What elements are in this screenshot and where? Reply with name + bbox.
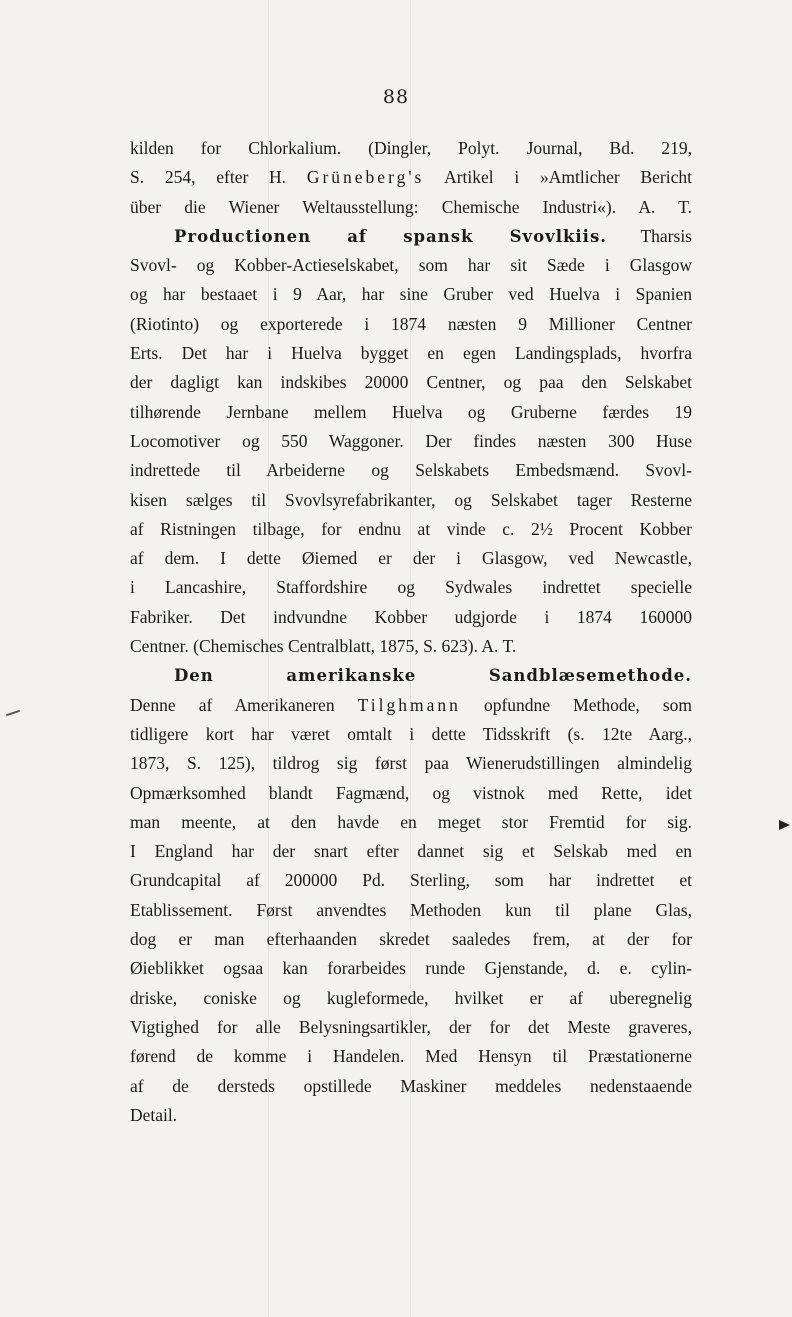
text-line	[130, 749, 692, 778]
text-line	[130, 661, 692, 690]
text-span: Svovl- og Kobber-Actieselskabet, som har sit Sæde i Glasgow	[130, 255, 692, 276]
text-span: Denne af Amerikaneren	[130, 694, 358, 715]
text-span: af dem. I dette Øiemed er der i Glasgow, ved Newcastle,	[130, 548, 692, 569]
text-span: tidligere kort har været omtalt i dette Tidsskrift (s. 12te Aarg.,	[130, 723, 692, 744]
text-line	[130, 573, 692, 602]
text-span: kilden for Chlorkalium. (Dingler, Polyt. Journal, Bd. 219,	[130, 138, 692, 158]
text-line	[130, 251, 692, 280]
text-span: Artikel i »Amtlicher Bericht	[424, 167, 692, 188]
text-line	[130, 456, 692, 485]
text-span: opfundne Methode, som	[460, 694, 692, 715]
text-span: indrettede til Arbeiderne og Selskabets Embedsmænd. Svovl-	[130, 460, 692, 481]
text-line	[130, 134, 692, 163]
text-line	[130, 339, 692, 368]
text-span: Grüneberg's	[306, 167, 425, 188]
text-line	[130, 427, 692, 456]
margin-mark-left	[6, 710, 20, 716]
margin-pointer-icon	[779, 820, 790, 830]
text-line	[130, 720, 692, 749]
text-span: af Ristningen tilbage, for endnu at vinde c. 2½ Procent Kobber	[130, 518, 692, 539]
text-line	[130, 193, 692, 222]
text-span: I England har der snart efter dannet sig et Selskab med en	[130, 841, 692, 862]
text-span: og har bestaaet i 9 Aar, har sine Gruber ved Huelva i Spanien	[130, 284, 692, 305]
text-span: i Lancashire, Staffordshire og Sydwales indrettet specielle	[130, 577, 692, 598]
text-line	[130, 984, 692, 1013]
text-span: Grundcapital af 200000 Pd. Sterling, som har indrettet et	[130, 870, 692, 891]
text-line	[130, 368, 692, 397]
text-line	[130, 954, 692, 983]
text-line	[130, 837, 692, 866]
text-line	[130, 280, 692, 309]
text-span: Centner. (Chemisches Centralblatt, 1875, S. 623). A. T.	[130, 636, 517, 657]
text-span: kisen sælges til Svovlsyrefabrikanter, og Selskabet tager Resterne	[130, 489, 692, 510]
text-span: Vigtighed for alle Belysningsartikler, der for det Meste graveres,	[130, 1016, 692, 1037]
page-number: 88	[382, 86, 410, 108]
text-line	[130, 1072, 692, 1101]
text-span: Erts. Det har i Huelva bygget en egen Landingsplads, hvorfra	[130, 343, 692, 364]
text-span: S. 254, efter H.	[130, 167, 307, 188]
text-line	[130, 896, 692, 925]
text-line	[130, 866, 692, 895]
text-line	[130, 925, 692, 954]
text-span: Øieblikket ogsaa kan forarbeides runde Gjenstande, d. e. cylin-	[130, 958, 692, 979]
text-span: Etablissement. Først anvendtes Methoden kun til plane Glas,	[130, 899, 692, 920]
text-span: Locomotiver og 550 Waggoner. Der findes næsten 300 Huse	[130, 430, 692, 451]
text-line	[130, 1101, 692, 1130]
text-line	[130, 691, 692, 720]
text-span: Fabriker. Det indvundne Kobber udgjorde i 1874 160000	[130, 606, 692, 627]
text-span: man meente, at den havde en meget stor Fremtid for sig.	[130, 811, 692, 832]
text-span: driske, coniske og kugleformede, hvilket er af uberegnelig	[130, 987, 692, 1008]
text-span: der dagligt kan indskibes 20000 Centner, og paa den Selskabet	[130, 372, 692, 393]
text-line	[130, 632, 692, 661]
text-line	[130, 222, 692, 251]
text-line	[130, 515, 692, 544]
text-line	[130, 808, 692, 837]
section-heading: Den amerikanske Sandblæsemethode.	[174, 666, 692, 686]
text-line	[130, 1042, 692, 1071]
text-line	[130, 163, 692, 192]
text-line	[130, 779, 692, 808]
text-span: Detail.	[130, 1104, 178, 1125]
text-span: tilhørende Jernbane mellem Huelva og Gruberne færdes 19	[130, 401, 692, 422]
text-span: Tharsis	[606, 225, 692, 246]
text-span: dog er man efterhaanden skredet saaledes frem, at der for	[130, 929, 692, 950]
section-heading: Productionen af spansk Svovlkiis.	[174, 226, 607, 246]
text-span: Opmærksomhed blandt Fagmænd, og vistnok med Rette, idet	[130, 782, 692, 803]
text-span: Tilghmann	[357, 694, 461, 715]
text-span: über die Wiener Weltausstellung: Chemische Industri«). A. T.	[130, 196, 692, 217]
text-line	[130, 1013, 692, 1042]
body-text	[130, 134, 692, 1130]
text-line	[130, 486, 692, 515]
text-span: (Riotinto) og exporterede i 1874 næsten 9 Millioner Centner	[130, 313, 692, 334]
text-line	[130, 603, 692, 632]
text-span: 1873, S. 125), tildrog sig først paa Wienerudstillingen almindelig	[130, 753, 692, 774]
text-span: af de dersteds opstillede Maskiner meddeles nedenstaaende	[130, 1075, 692, 1096]
text-line	[130, 544, 692, 573]
text-span: førend de komme i Handelen. Med Hensyn til Præstationerne	[130, 1046, 692, 1067]
text-line	[130, 310, 692, 339]
text-line	[130, 398, 692, 427]
